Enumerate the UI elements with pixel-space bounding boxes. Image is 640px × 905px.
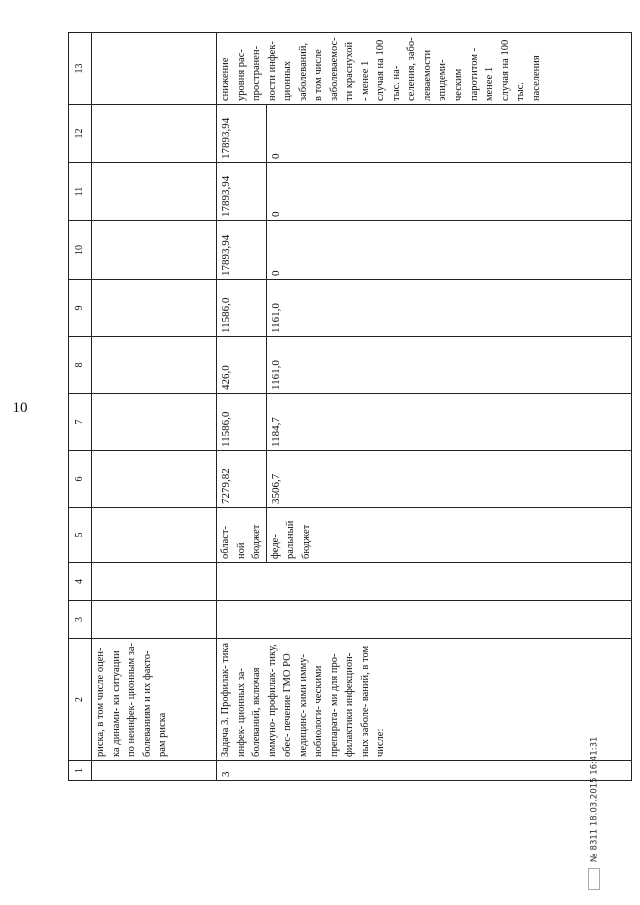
- cell-funding-source: област- ной бюджет: [217, 508, 267, 563]
- cell-value: 1161,0: [266, 337, 631, 394]
- cell-value: 17893,94: [217, 221, 267, 280]
- header-cell: 9: [69, 280, 92, 337]
- cell-funding-source: феде- ральный бюджет: [266, 508, 631, 563]
- cell-expected-result: снижение уровня рас- пространен- ности инфек- ционных заболеваний, в том числе заболеваемос- ти краснухой - менее 1 случая на 100 тыс. на- селения, забо- леваемости эпидеми- ческим паротитом - менее 1 случая на 100 тыс. населения: [217, 33, 632, 105]
- cell-value: 17893,94: [217, 163, 267, 221]
- cell: [92, 601, 217, 639]
- cell: [217, 601, 632, 639]
- header-cell: 11: [69, 163, 92, 221]
- cell: [92, 394, 217, 451]
- header-cell: 3: [69, 601, 92, 639]
- header-cell: 7: [69, 394, 92, 451]
- cell: [92, 221, 217, 280]
- cell: [92, 563, 217, 601]
- cell: [92, 280, 217, 337]
- stamp-text: № 8311 18.03.2015 16:41:31: [589, 736, 600, 862]
- cell-value: 0: [266, 163, 631, 221]
- cell-value: 11586,0: [217, 394, 267, 451]
- cell-num: [92, 761, 217, 781]
- cell: [92, 451, 217, 508]
- header-cell: 2: [69, 639, 92, 761]
- cell-value: 7279,82: [217, 451, 267, 508]
- header-cell: 1: [69, 761, 92, 781]
- header-cell: 13: [69, 33, 92, 105]
- header-cell: 4: [69, 563, 92, 601]
- cell-description: риска, в том числе оцен- ка динами- ки ситуации по неинфек- ционным за- болеваниям и их факто- рам риска: [92, 639, 217, 761]
- cell: [92, 105, 217, 163]
- header-cell: 12: [69, 105, 92, 163]
- header-cell: 6: [69, 451, 92, 508]
- table-row-task3-regional: [217, 33, 267, 781]
- document-stamp: [588, 690, 604, 890]
- cell: [92, 163, 217, 221]
- header-row: [69, 33, 92, 781]
- cell-row-number: 3: [217, 761, 632, 781]
- header-cell: 5: [69, 508, 92, 563]
- stamp-logo-icon: [588, 868, 600, 890]
- cell-value: 1184,7: [266, 394, 631, 451]
- cell-value: 3506,7: [266, 451, 631, 508]
- cell: [92, 33, 217, 105]
- cell-task-description: Задача 3. Профилак- тика инфек- ционных за- болеваний, включая иммуно- профилак- тику, обес- печение ГМО РО медицинс- кими имму- нобиологи- ческими препарата- ми для про- филактики инфекцион- ных заболе- ваний, в том числе:: [217, 639, 632, 761]
- cell-value: 426,0: [217, 337, 267, 394]
- cell: [92, 337, 217, 394]
- cell-value: 0: [266, 221, 631, 280]
- cell-value: 17893,94: [217, 105, 267, 163]
- cell: [92, 508, 217, 563]
- page-number: 10: [12, 400, 28, 416]
- program-table: [68, 32, 632, 781]
- cell: [217, 563, 632, 601]
- cell-value: 11586,0: [217, 280, 267, 337]
- cell-value: 1161,0: [266, 280, 631, 337]
- header-cell: 8: [69, 337, 92, 394]
- table-row-continuation: [92, 33, 217, 781]
- table-container: [68, 33, 612, 781]
- rotated-table: [68, 33, 612, 781]
- header-cell: 10: [69, 221, 92, 280]
- cell-value: 0: [266, 105, 631, 163]
